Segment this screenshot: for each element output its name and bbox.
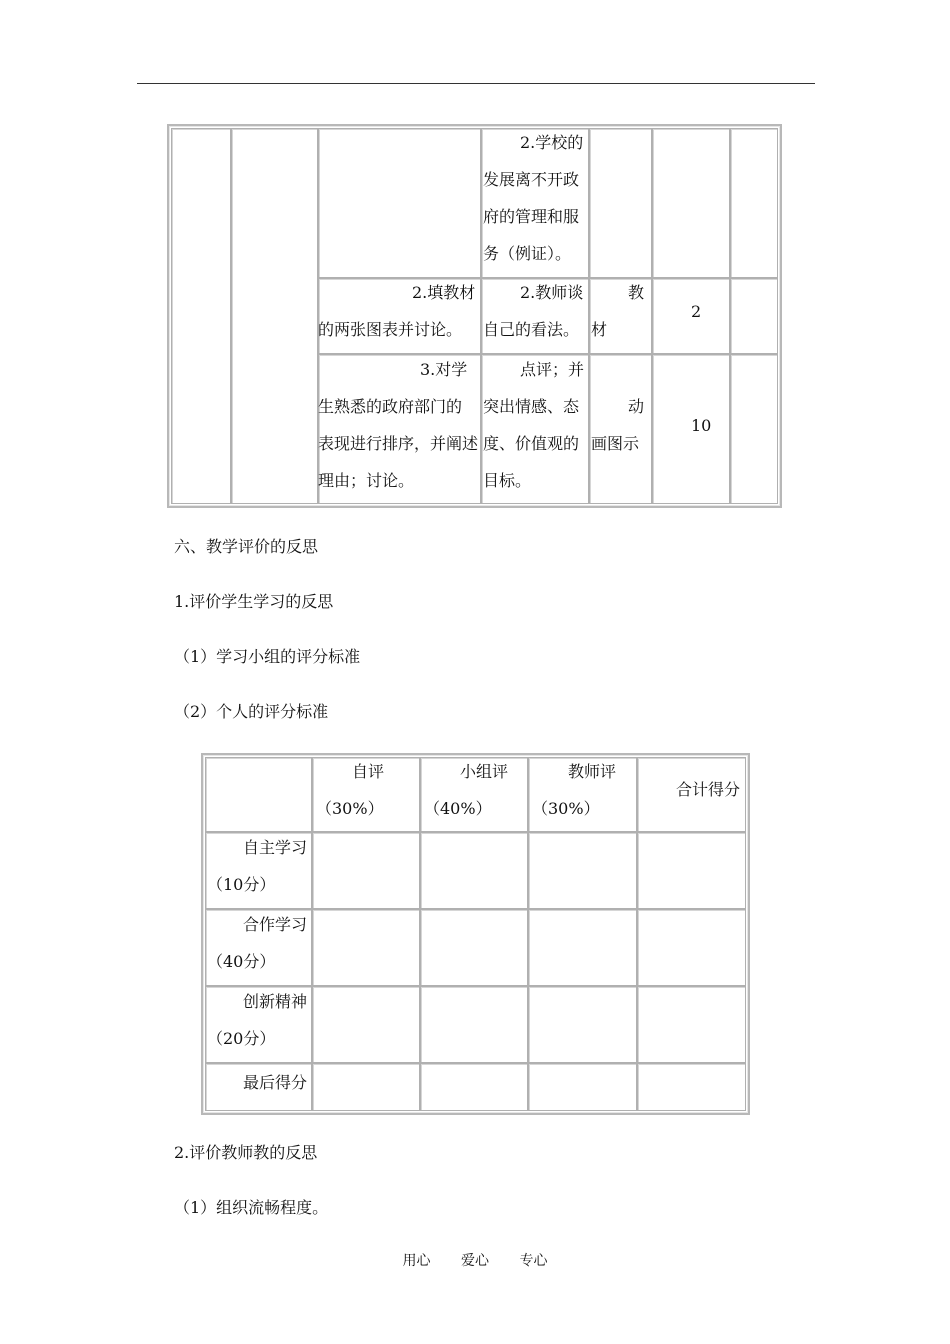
cell-text: 务（例证）。 <box>483 244 572 263</box>
header-rule <box>137 83 815 84</box>
page-footer <box>0 1250 950 1270</box>
cell-text: 材 <box>591 320 608 339</box>
column-header-weight: （30%） <box>532 799 600 818</box>
table-cell <box>528 909 637 986</box>
cell-text: 理由；讨论。 <box>318 471 415 490</box>
row-header: 创新精神 <box>243 992 308 1011</box>
cell-text: 发展离不开政 <box>483 170 580 189</box>
paragraph: （1）学习小组的评分标准 <box>174 647 361 666</box>
table-cell-content <box>231 128 318 504</box>
table-cell <box>312 832 420 909</box>
column-header-weight: （30%） <box>316 799 384 818</box>
cell-text: 3.对学 <box>420 360 468 379</box>
footer-text: 专心 <box>519 1253 548 1269</box>
row-header: 最后得分 <box>243 1073 308 1092</box>
cell-text: 府的管理和服 <box>483 207 580 226</box>
row-header-score: （10分） <box>207 875 276 894</box>
column-header: 教师评 <box>568 762 617 781</box>
paragraph: （1）组织流畅程度。 <box>174 1198 329 1217</box>
cell-text: 点评；并 <box>520 360 585 379</box>
table-cell <box>637 909 746 986</box>
table-cell <box>589 128 652 278</box>
table-cell <box>528 832 637 909</box>
table-cell <box>420 832 528 909</box>
cell-text: 度、价值观的 <box>483 434 580 453</box>
table-cell <box>730 128 778 278</box>
table-cell <box>637 986 746 1063</box>
table-cell <box>637 832 746 909</box>
table-cell <box>420 1063 528 1111</box>
cell-text: 目标。 <box>483 471 532 490</box>
cell-text: 2 <box>691 302 702 321</box>
cell-text: 自己的看法。 <box>483 320 580 339</box>
cell-text: 动 <box>628 397 645 416</box>
cell-text: 2.填教材 <box>412 283 476 302</box>
footer-text: 爱心 <box>461 1253 489 1269</box>
table-cell <box>312 909 420 986</box>
subsection-heading: 2.评价教师教的反思 <box>174 1143 318 1162</box>
table-cell-stage <box>171 128 231 504</box>
cell-text: 2.教师谈 <box>520 283 584 302</box>
table-cell <box>528 986 637 1063</box>
row-header-score: （20分） <box>207 1029 276 1048</box>
cell-text: 2.学校的 <box>520 133 584 152</box>
table-cell <box>652 128 730 278</box>
cell-text: 突出情感、态 <box>483 397 580 416</box>
table-cell <box>637 1063 746 1111</box>
cell-text: 表现进行排序，并阐述 <box>318 434 479 453</box>
section-heading: 六、教学评价的反思 <box>174 537 319 556</box>
row-header: 自主学习 <box>243 838 308 857</box>
paragraph: （2）个人的评分标准 <box>174 702 329 721</box>
column-header: 自评 <box>352 762 385 781</box>
cell-text: 10 <box>691 416 712 435</box>
cell-text: 的两张图表并讨论。 <box>318 320 463 339</box>
cell-text: 画图示 <box>591 434 640 453</box>
table-cell <box>528 1063 637 1111</box>
table-cell <box>312 986 420 1063</box>
column-header: 合计得分 <box>676 780 741 799</box>
subsection-heading: 1.评价学生学习的反思 <box>174 592 334 611</box>
column-header: 小组评 <box>460 762 509 781</box>
table-cell <box>312 1063 420 1111</box>
table-cell <box>420 986 528 1063</box>
row-header: 合作学习 <box>243 915 308 934</box>
table-header-cell <box>205 757 312 832</box>
table-cell <box>730 278 778 354</box>
table-cell <box>420 909 528 986</box>
cell-text: 教 <box>628 283 645 302</box>
table-cell <box>730 354 778 504</box>
row-header-score: （40分） <box>207 952 276 971</box>
footer-text: 用心 <box>402 1253 431 1269</box>
cell-text: 生熟悉的政府部门的 <box>318 397 463 416</box>
table-cell <box>318 128 481 278</box>
column-header-weight: （40%） <box>424 799 492 818</box>
